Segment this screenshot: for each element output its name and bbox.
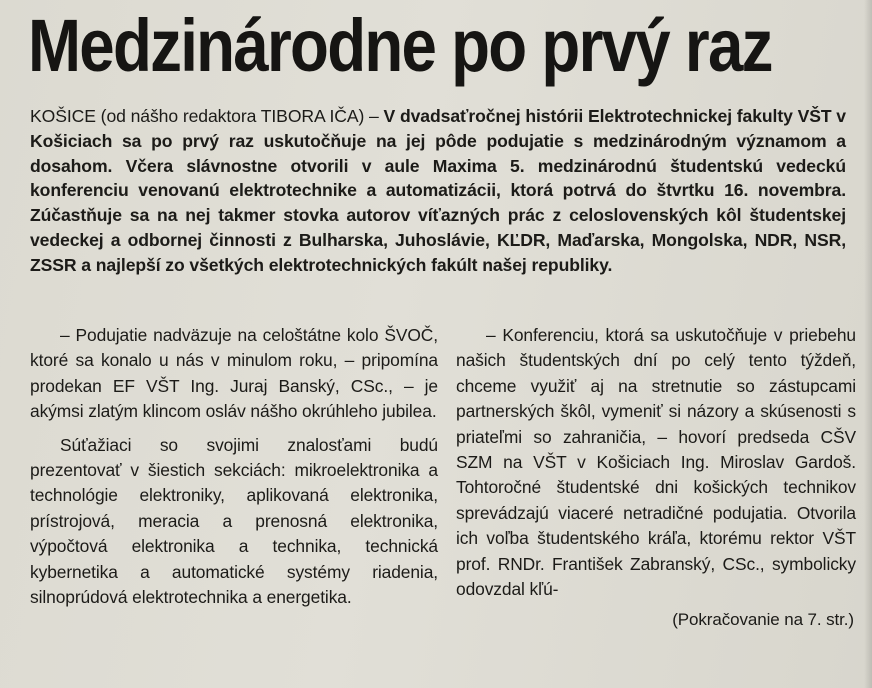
- byline: KOŠICE (od nášho redaktora TIBORA IČA) –: [30, 106, 384, 126]
- continued-note: (Pokračovanie na 7. str.): [672, 610, 854, 630]
- lead-text: V dvadsaťročnej histórii Elektrotechnickej fakulty VŠT v Košiciach sa po prvý raz uskutočňuje na jej pôde podujatie s medzinárodným významom a dosahom. Včera slávnostne otvorili v aule Maxima 5. medzinárodnú študentskú vedeckú konferenciu venovanú elektrotechnike a automatizácii, ktorá potrvá do štvrtku 16. novembra. Zúčastňuje sa na nej takmer stovka autorov víťazných prác z celoslovenských kôl študentskej vedeckej a odbornej činnosti z Bulharska, Juhoslávie, KĽDR, Maďarska, Mongolska, NDR, NSR, ZSSR a najlepší zo všetkých elektrotechnických fakúlt našej republiky.: [30, 106, 846, 275]
- right-column: [456, 323, 856, 632]
- left-paragraph-2: Súťažiaci so svojimi znalosťami budú prezentovať v šiestich sekciách: mikroelektronika a technológie elektroniky, aplikovaná elektronika, prístrojová, meracia a prenosná elektronika, výpočtová elektronika a technika, technická kybernetika a automatické systémy riadenia, silnoprúdová elektrotechnika a energetika.: [30, 434, 438, 608]
- headline: Medzinárodne po prvý raz: [28, 4, 772, 87]
- lead-paragraph: [30, 104, 846, 278]
- left-column: [30, 323, 438, 618]
- page-edge-shadow: [864, 0, 872, 688]
- right-paragraph-1: – Konferenciu, ktorá sa uskutočňuje v priebehu našich študentských dní po celý tento týždeň, chceme využiť aj na stretnutie so zástupcami partnerských škôl, vymeniť si názory a skúsenosti s priateľmi so zahraničia, – hovorí predseda CŠV SZM na VŠT v Košiciach Ing. Miroslav Gardoš. Tohtoročné študentské dni košických technikov sprevádzajú viaceré netradičné podujatia. Otvorila ich voľba študentského kráľa, ktorému rektor VŠT prof. RNDr. František Zabranský, CSc., symbolicky odovzdal kľú-: [456, 325, 856, 600]
- left-paragraph-1: – Podujatie nadväzuje na celoštátne kolo ŠVOČ, ktoré sa konalo u nás v minulom roku, – pripomína prodekan EF VŠT Ing. Juraj Banský, CSc., – je akýmsi zlatým klincom osláv nášho okrúhleho jubilea.: [30, 325, 438, 422]
